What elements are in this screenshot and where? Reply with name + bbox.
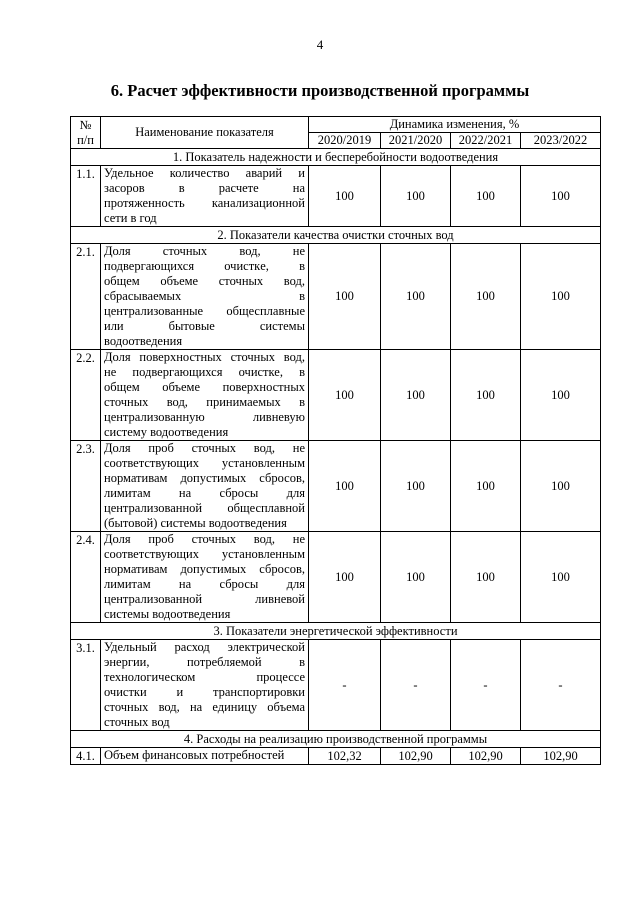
efficiency-table [70, 116, 601, 765]
indicator-name-line: засоров в расчете на [104, 181, 305, 195]
header-year: 2023/2022 [521, 133, 601, 149]
dynamics-value: 100 [521, 532, 601, 623]
dynamics-value: 100 [451, 350, 521, 441]
indicator-name-line: централизованной общесплавной [104, 501, 305, 515]
row-number: 1.1. [71, 166, 101, 227]
indicator-name-line: соответствующих установленным [104, 456, 305, 470]
document-title: 6. Расчет эффективности производственной программы [110, 81, 530, 100]
indicator-name-line: не подвергающихся очистке, в [104, 365, 305, 379]
dynamics-value: 100 [381, 350, 451, 441]
indicator-name-line: или бытовые системы [104, 319, 305, 333]
dynamics-value: 100 [381, 166, 451, 227]
indicator-name-line: общем объеме поверхностных [104, 380, 305, 394]
dynamics-value: 102,90 [451, 748, 521, 765]
header-year: 2022/2021 [451, 133, 521, 149]
indicator-name-line: сточных вод, принимаемых в [104, 395, 305, 409]
section-header-row [71, 149, 601, 166]
indicator-name [101, 244, 309, 350]
table-row [71, 748, 601, 765]
table-row [71, 640, 601, 731]
section-header-row [71, 623, 601, 640]
indicator-name-line: лимитам на сбросы для [104, 486, 305, 500]
header-number [71, 117, 101, 149]
indicator-name-line: нормативам допустимых сбросов, [104, 471, 305, 485]
header-number-label: № п/п [77, 117, 94, 147]
section-title: 3. Показатели энергетической эффективности [71, 623, 601, 640]
indicator-name-line: Доля проб сточных вод, не [104, 532, 305, 546]
row-number: 2.1. [71, 244, 101, 350]
dynamics-value: 100 [451, 441, 521, 532]
section-title: 1. Показатель надежности и бесперебойности водоотведения [71, 149, 601, 166]
dynamics-value: 100 [309, 350, 381, 441]
row-number: 4.1. [71, 748, 101, 765]
dynamics-value: 100 [381, 244, 451, 350]
indicator-name-line: сбрасываемых в [104, 289, 305, 303]
dynamics-value: 100 [521, 166, 601, 227]
dynamics-value: 100 [309, 532, 381, 623]
dynamics-value: - [381, 640, 451, 731]
indicator-name-line: водоотведения [104, 334, 183, 348]
indicator-name-line: соответствующих установленным [104, 547, 305, 561]
indicator-name [101, 532, 309, 623]
indicator-name-line: централизованной ливневой [104, 592, 305, 606]
indicator-name-line: Доля сточных вод, не [104, 244, 305, 258]
indicator-name-line: сети в год [104, 211, 157, 225]
indicator-name-line: очистки и транспортировки [104, 685, 305, 699]
header-year: 2021/2020 [381, 133, 451, 149]
indicator-name-line: сточных вод, на единицу объема [104, 700, 305, 714]
dynamics-value: 102,90 [381, 748, 451, 765]
indicator-name-line: общем объеме сточных вод, [104, 274, 305, 288]
row-number: 3.1. [71, 640, 101, 731]
indicator-name-line: энергии, потребляемой в [104, 655, 305, 669]
dynamics-value: 100 [521, 350, 601, 441]
dynamics-value: 100 [451, 166, 521, 227]
dynamics-value: 100 [309, 441, 381, 532]
dynamics-value: - [451, 640, 521, 731]
section-header-row [71, 731, 601, 748]
indicator-name [101, 640, 309, 731]
section-title: 4. Расходы на реализацию производственной программы [71, 731, 601, 748]
indicator-name-line: технологическом процессе [104, 670, 305, 684]
indicator-name-line: сточных вод [104, 715, 170, 729]
indicator-name-line: (бытовой) системы водоотведения [104, 516, 287, 530]
row-number: 2.3. [71, 441, 101, 532]
row-number: 2.4. [71, 532, 101, 623]
dynamics-value: 100 [451, 244, 521, 350]
indicator-name-line: Удельный расход электрической [104, 640, 305, 654]
table-body [71, 149, 601, 765]
indicator-name-line: лимитам на сбросы для [104, 577, 305, 591]
dynamics-value: - [521, 640, 601, 731]
table-row [71, 166, 601, 227]
dynamics-value: 100 [521, 441, 601, 532]
page-number: 4 [316, 37, 324, 52]
header-indicator-name: Наименование показателя [101, 117, 309, 149]
indicator-name [101, 748, 309, 765]
dynamics-value: - [309, 640, 381, 731]
dynamics-value: 100 [309, 166, 381, 227]
dynamics-value: 102,90 [521, 748, 601, 765]
indicator-name [101, 166, 309, 227]
table-row [71, 244, 601, 350]
indicator-name-line: Объем финансовых потребностей [104, 748, 285, 762]
indicator-name-line: протяженность канализационной [104, 196, 305, 210]
indicator-name-line: Доля проб сточных вод, не [104, 441, 305, 455]
section-title: 2. Показатели качества очистки сточных вод [71, 227, 601, 244]
indicator-name-line: нормативам допустимых сбросов, [104, 562, 305, 576]
dynamics-value: 100 [309, 244, 381, 350]
header-dynamics: Динамика изменения, % [309, 117, 601, 133]
indicator-name-line: Доля поверхностных сточных вод, [104, 350, 305, 364]
table-row [71, 441, 601, 532]
dynamics-value: 102,32 [309, 748, 381, 765]
indicator-name-line: централизованные общесплавные [104, 304, 305, 318]
dynamics-value: 100 [521, 244, 601, 350]
header-year: 2020/2019 [309, 133, 381, 149]
row-number: 2.2. [71, 350, 101, 441]
indicator-name-line: Удельное количество аварий и [104, 166, 305, 180]
dynamics-value: 100 [381, 441, 451, 532]
indicator-name-line: централизованную ливневую [104, 410, 305, 424]
table-row [71, 350, 601, 441]
dynamics-value: 100 [381, 532, 451, 623]
indicator-name-line: системы водоотведения [104, 607, 231, 621]
indicator-name [101, 441, 309, 532]
section-header-row [71, 227, 601, 244]
dynamics-value: 100 [451, 532, 521, 623]
table-row [71, 532, 601, 623]
indicator-name-line: подвергающихся очисткe, в [104, 259, 305, 273]
indicator-name-line: систему водоотведения [104, 425, 229, 439]
indicator-name [101, 350, 309, 441]
